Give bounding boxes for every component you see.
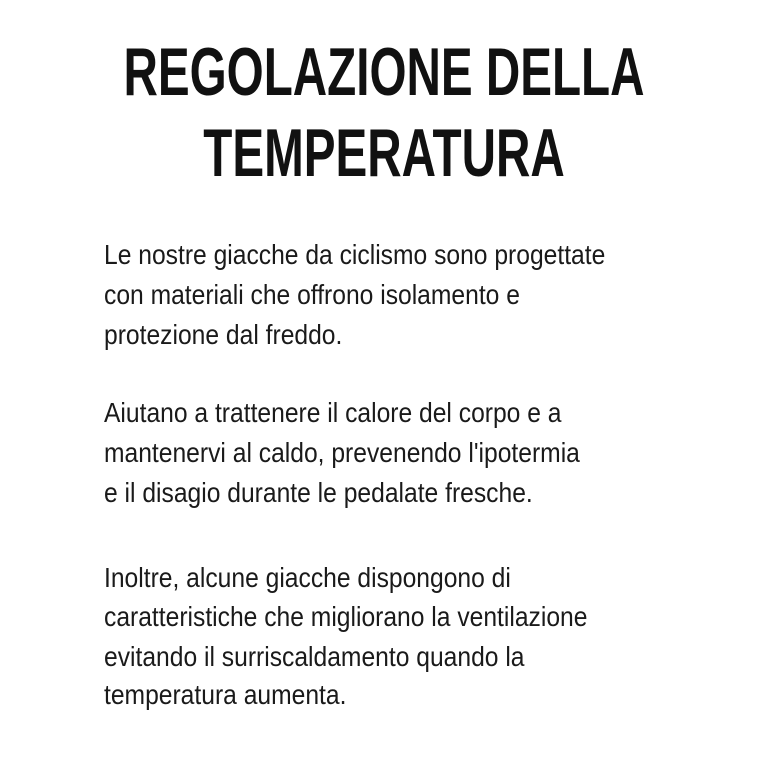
text-line: protezione dal freddo. xyxy=(104,319,343,350)
text-line: caratteristiche che migliorano la ventilazione xyxy=(104,601,588,632)
title-line: REGOLAZIONE DELLA xyxy=(123,34,645,110)
text-line: evitando il surriscaldamento quando la xyxy=(104,641,525,672)
text-line: con materiali che offrono isolamento e xyxy=(104,279,520,310)
text-line: Le nostre giacche da ciclismo sono progettate xyxy=(104,239,606,270)
text-line: mantenervi al caldo, prevenendo l'ipotermia xyxy=(104,437,580,468)
title-line: TEMPERATURA xyxy=(203,115,565,191)
text-line: e il disagio durante le pedalate fresche. xyxy=(104,477,533,508)
text-line: temperatura aumenta. xyxy=(104,679,347,710)
text-line: Aiutano a trattenere il calore del corpo e a xyxy=(104,397,562,428)
text-line: Inoltre, alcune giacche dispongono di xyxy=(104,562,511,593)
